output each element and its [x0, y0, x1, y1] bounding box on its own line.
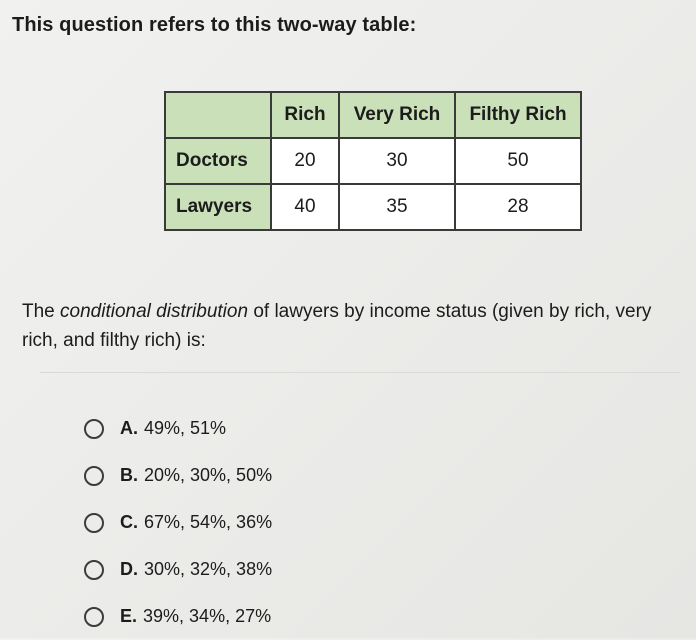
prompt-text-after: of lawyers by income status (given by rich, very rich, and filthy rich) is: — [22, 301, 652, 351]
answer-options — [84, 405, 272, 640]
radio-button-icon[interactable] — [84, 560, 104, 580]
option-e[interactable] — [84, 593, 272, 640]
radio-button-icon[interactable] — [84, 419, 104, 439]
option-d[interactable] — [84, 546, 272, 593]
radio-button-icon[interactable] — [84, 607, 104, 627]
option-text: 20%, 30%, 50% — [144, 465, 273, 485]
divider — [40, 372, 680, 373]
row-header-doctors: Doctors — [165, 138, 271, 184]
cell-lawyers-filthy-rich: 28 — [455, 184, 581, 230]
column-header-filthy-rich: Filthy Rich — [455, 92, 581, 138]
cell-doctors-very-rich: 30 — [339, 138, 455, 184]
option-b[interactable] — [84, 452, 272, 499]
option-letter: B. — [120, 465, 138, 485]
radio-button-icon[interactable] — [84, 466, 104, 486]
option-text: 67%, 54%, 36% — [144, 512, 273, 532]
column-header-very-rich: Very Rich — [339, 92, 455, 138]
cell-lawyers-rich: 40 — [271, 184, 339, 230]
option-c[interactable] — [84, 499, 272, 546]
cell-lawyers-very-rich: 35 — [339, 184, 455, 230]
option-letter: E. — [120, 606, 138, 626]
prompt-text-before: The — [22, 301, 61, 322]
question-header: This question refers to this two-way table: — [12, 14, 417, 36]
cell-doctors-filthy-rich: 50 — [455, 138, 581, 184]
cell-doctors-rich: 20 — [271, 138, 339, 184]
column-header-rich: Rich — [271, 92, 339, 138]
table-row-lawyers — [165, 184, 581, 230]
option-text: 39%, 34%, 27% — [143, 606, 272, 626]
option-letter: A. — [120, 418, 138, 438]
table-header-row — [165, 92, 581, 138]
question-prompt — [22, 297, 687, 355]
table-row-doctors — [165, 138, 581, 184]
two-way-table-container — [164, 91, 582, 231]
table-corner-cell — [165, 92, 271, 138]
option-text: 49%, 51% — [144, 418, 227, 438]
option-text: 30%, 32%, 38% — [144, 559, 273, 579]
option-a[interactable] — [84, 405, 272, 452]
prompt-emphasis: conditional distribution — [60, 301, 249, 322]
radio-button-icon[interactable] — [84, 513, 104, 533]
row-header-lawyers: Lawyers — [165, 184, 271, 230]
option-letter: D. — [120, 559, 138, 579]
option-letter: C. — [120, 512, 138, 532]
two-way-table — [164, 91, 582, 231]
